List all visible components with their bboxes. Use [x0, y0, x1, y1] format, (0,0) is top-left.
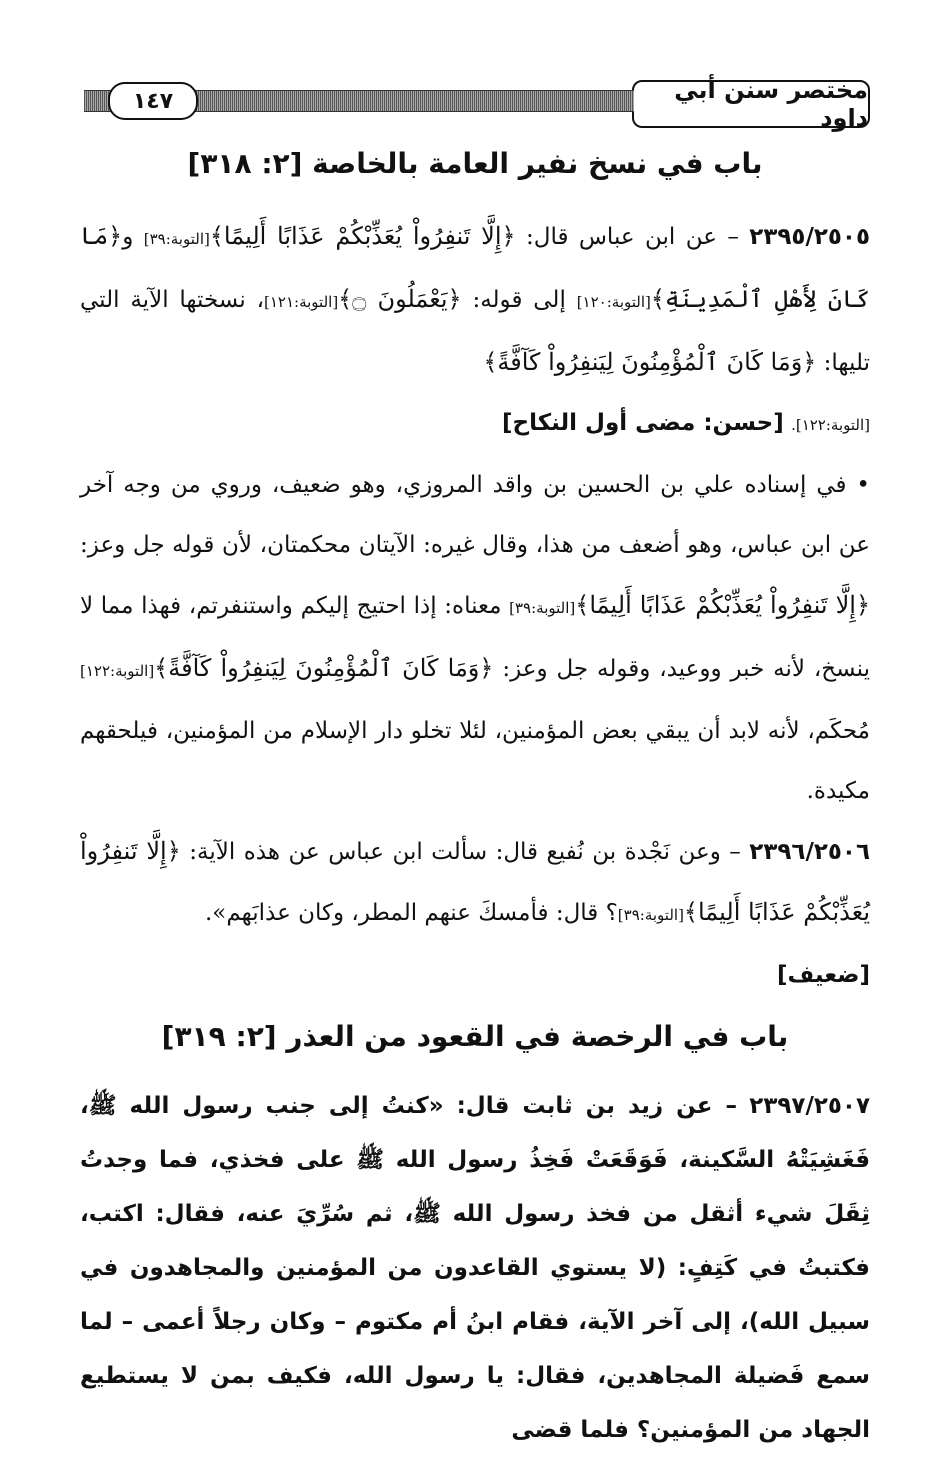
- hadith-block: [80, 821, 870, 1005]
- verse-reference: [التوبة:١٢٠]: [576, 293, 651, 311]
- verse-reference: [التوبة:١٢٢]: [80, 662, 155, 680]
- commentary-segment: مُحكَم، لأنه لابد أن يبقي بعض المؤمنين، لئلا تخلو دار الإسلام من المؤمنين، فيلحقهم مكيدة.: [80, 718, 870, 804]
- hadith-text-segment: ، نسختها الآية التي تليها:: [80, 287, 870, 376]
- book-page: [80, 70, 870, 1457]
- hadith-block: [80, 206, 870, 455]
- hadith-number: ٢٣٩٦/٢٥٠٦: [749, 839, 871, 865]
- page-header: [80, 70, 870, 132]
- hadith-block: [80, 1079, 870, 1457]
- quran-verse: ﴿وَمَا كَانَ ٱلْمُؤْمِنُونَ لِيَنفِرُواْ كَآفَّةً﴾: [483, 348, 817, 376]
- verse-reference: [التوبة:٣٩]: [509, 599, 576, 617]
- quran-verse: ﴿مَا كَانَ لِأَهْلِ ٱلْمَدِينَةِ﴾: [80, 222, 871, 313]
- verse-reference: [التوبة:١٢٢].: [791, 416, 870, 434]
- quran-verse: ﴿إِلَّا تَنفِرُواْ يُعَذِّبْكُمْ عَذَابًا أَلِيمًا﴾: [209, 222, 516, 250]
- verse-reference: [التوبة:٣٩]: [617, 906, 684, 924]
- commentary-segment: معناه: إذا احتيج إليكم واستنفرتم، فهذا مما لا ينسخ، لأنه خبر ووعيد، وقوله جل وعز:: [80, 593, 871, 682]
- hadith-number: ٢٣٩٧/٢٥٠٧: [749, 1093, 871, 1119]
- hadith-intro: – عن ابن عباس قال:: [525, 224, 739, 250]
- hadith-text: [80, 821, 870, 1005]
- connector-text: إلى قوله:: [472, 287, 566, 313]
- hadith-grade: [حسن: مضى أول النكاح]: [502, 410, 784, 436]
- conjunction: و: [122, 224, 134, 250]
- hadith-text-segment: ؟ قال: فأمسكَ عنهم المطر، وكان عذابَهم».: [204, 900, 618, 926]
- page-number: ١٤٧: [108, 82, 198, 120]
- hadith-text: [80, 206, 870, 455]
- chapter-heading: باب في الرخصة في القعود من العذر [٢: ٣١٩]: [161, 1020, 789, 1053]
- quran-verse: ﴿إِلَّا تَنفِرُواْ يُعَذِّبْكُمْ عَذَابًا أَلِيمًا﴾: [575, 591, 871, 619]
- quran-verse: ﴿إِلَّا تَنفِرُواْ يُعَذِّبْكُمْ عَذَابًا أَلِيمًا﴾: [80, 837, 870, 926]
- commentary-block: [80, 455, 870, 821]
- hadith-grade: [ضعيف]: [776, 962, 870, 988]
- verse-reference: [التوبة:١٢١]: [264, 293, 339, 311]
- hadith-number: ٢٣٩٥/٢٥٠٥: [749, 224, 871, 250]
- hadith-text: [80, 1079, 870, 1457]
- quran-verse: ﴿وَمَا كَانَ ٱلْمُؤْمِنُونَ لِيَنفِرُواْ كَآفَّةً﴾: [154, 654, 494, 682]
- book-title: مختصر سنن أبي داود: [632, 80, 870, 128]
- hadith-text-segment: – عن زيد بن ثابت قال: «كنتُ إلى جنب رسول الله ﷺ، فَغَشِيَتْهُ السَّكينة، فَوَقَعَتْ فَخِذُ رسول الله ﷺ على فخذي، فما وجدتُ ثِقَلَ شيء أثقل من فخذ رسول الله ﷺ، ثم سُرِّيَ عنه، فقال: اكتب، فكتبتُ في كَتِفٍ: (لا يستوي القاعدون من المؤمنين والمجاهدون في سبيل الله)، إلى آخر الآية، فقام ابنُ أم مكتوم – وكان رجلاً أعمى – لما سمع فَضيلة المجاهدين، فقال: يا رسول الله، فكيف بمن لا يستطيع الجهاد من المؤمنين؟ فلما قضى: [80, 1093, 870, 1443]
- chapter-heading: باب في نسخ نفير العامة بالخاصة [٢: ٣١٨]: [187, 147, 763, 180]
- commentary-segment: • في إسناده علي بن الحسين بن واقد المروزي، وهو ضعيف، وروي من وجه آخر عن ابن عباس، وهو أضعف من هذا، وقال غيره: الآيتان محكمتان، لأن قوله جل وعز:: [80, 472, 870, 558]
- hadith-intro: – وعن نَجْدة بن نُفيع قال: سألت ابن عباس عن هذه الآية:: [189, 839, 741, 865]
- verse-reference: [التوبة:٣٩]: [143, 230, 210, 248]
- commentary-text: [80, 455, 870, 821]
- quran-verse: ﴿يَعْمَلُونَ ۝﴾: [338, 285, 462, 313]
